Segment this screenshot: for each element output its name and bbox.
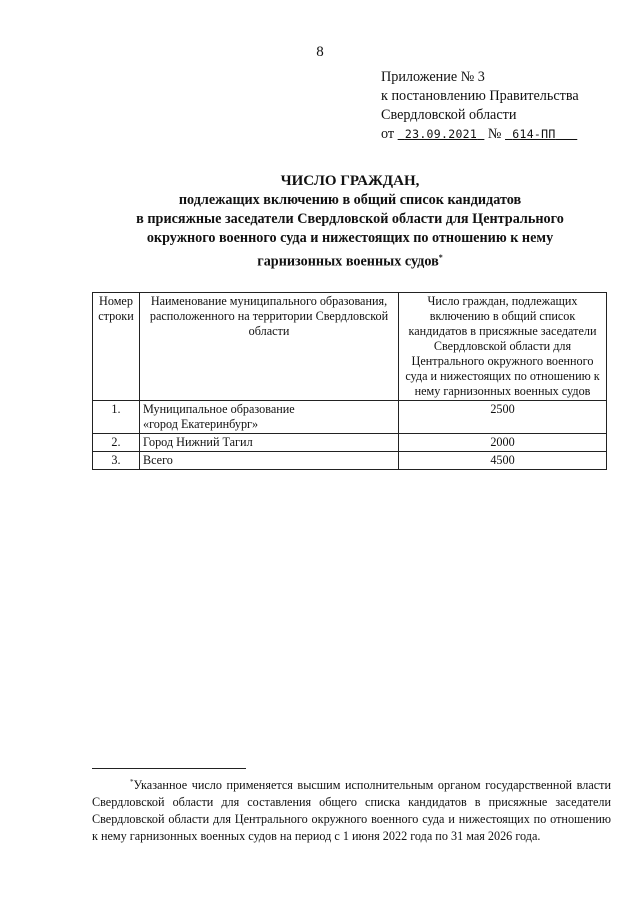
row-number: 1. — [93, 401, 140, 434]
footnote-mark: * — [438, 253, 443, 262]
appendix-title: Приложение № 3 — [381, 69, 485, 85]
appendix-date-line — [381, 125, 579, 144]
title-line-2: подлежащих включению в общий список кандидатов — [178, 192, 522, 208]
decree-date: 23.09.2021 — [404, 127, 478, 141]
citizens-table — [92, 292, 607, 470]
title-line-1: ЧИСЛО ГРАЖДАН, — [280, 173, 420, 189]
header-row-number: Номер строки — [93, 293, 140, 401]
table-row — [93, 434, 607, 452]
row-number: 3. — [93, 452, 140, 470]
decree-number: 614-ПП — [512, 127, 556, 141]
title-line-5: гарнизонных военных судов* — [257, 253, 443, 270]
row-number: 2. — [93, 434, 140, 452]
citizen-count: 2500 — [399, 401, 607, 434]
footnote-divider — [92, 768, 246, 769]
appendix-region-line: Свердловской области — [381, 107, 517, 123]
appendix-decree-line: к постановлению Правительства — [381, 88, 579, 104]
citizen-count: 2000 — [399, 434, 607, 452]
header-citizen-count: Число граждан, подлежащих включению в общий список кандидатов в присяжные заседатели Свердловской области для Центрального окружного военного суда и нижестоящих по отношению к нему гарнизонных военных судов — [399, 293, 607, 401]
table-row — [93, 401, 607, 434]
appendix-block — [381, 68, 579, 144]
table-header-row — [93, 293, 607, 401]
table-row — [93, 452, 607, 470]
total-label: Всего — [140, 452, 399, 470]
number-prefix: № — [487, 126, 502, 142]
page-number: 8 — [316, 44, 324, 60]
footnote-text: Указанное число применяется высшим исполнительным органом государственной власти Свердловской области для составления общего списка кандидатов в присяжные заседатели Свердловской области для Центрального окружного военного суда и нижестоящих по отношению к нему гарнизонных военных судов на период с 1 июня 2022 года по 31 мая 2026 года. — [92, 778, 611, 844]
footnote-marker: * — [130, 778, 134, 786]
title-line-4: окружного военного суда и нижестоящих по отношению к нему — [146, 230, 554, 246]
title-line-3: в присяжные заседатели Свердловской области для Центрального — [136, 211, 564, 227]
document-title — [80, 172, 620, 272]
municipality-name: Муниципальное образование «город Екатеринбург» — [140, 401, 399, 434]
total-count: 4500 — [399, 452, 607, 470]
footnote — [92, 774, 611, 845]
date-prefix: от — [381, 126, 395, 142]
municipality-name: Город Нижний Тагил — [140, 434, 399, 452]
header-municipality: Наименование муниципального образования, расположенного на территории Свердловской области — [140, 293, 399, 401]
